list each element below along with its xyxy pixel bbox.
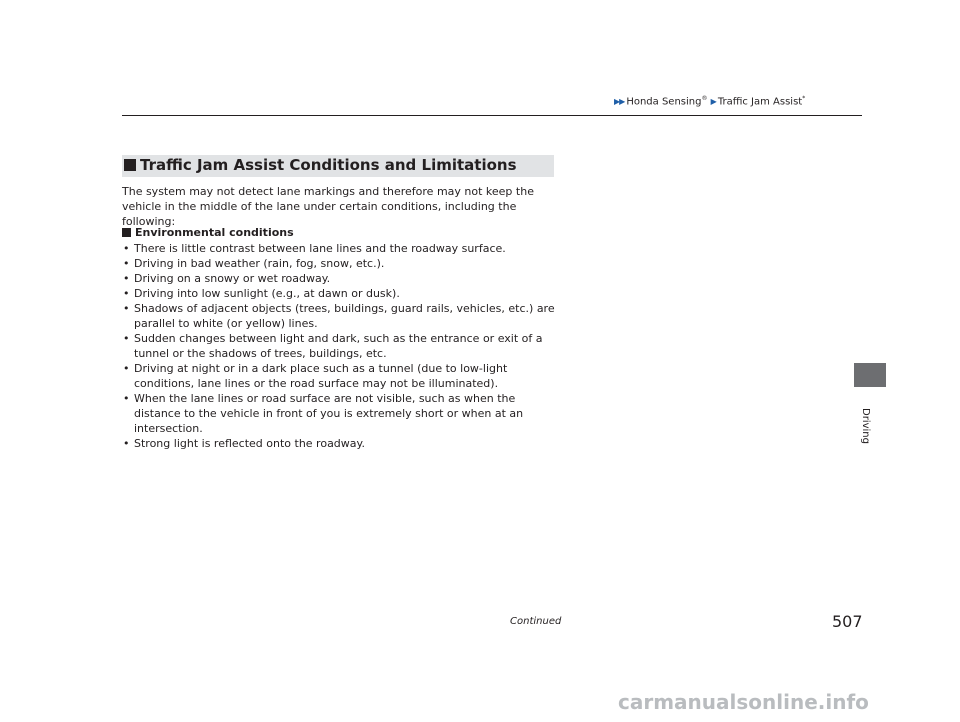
asterisk-mark: *: [802, 95, 806, 102]
list-item-text: Sudden changes between light and dark, such as the entrance or exit of a tunnel or the shadows of trees, buildings, etc.: [134, 332, 543, 360]
subheading: [122, 226, 294, 239]
list-item: [122, 301, 562, 331]
breadcrumb: [614, 95, 854, 107]
list-item: [122, 241, 562, 256]
conditions-list: [122, 241, 562, 451]
list-item-text: There is little contrast between lane lines and the roadway surface.: [134, 242, 506, 255]
section-heading-bar: [122, 155, 554, 177]
chapter-tab[interactable]: [854, 363, 886, 387]
list-item: [122, 331, 562, 361]
list-item-text: Shadows of adjacent objects (trees, buildings, guard rails, vehicles, etc.) are parallel to white (or yellow) lines.: [134, 302, 555, 330]
breadcrumb-arrow-icon: ▶: [710, 97, 716, 107]
list-item-text: Driving in bad weather (rain, fog, snow, etc.).: [134, 257, 385, 270]
page-number: 507: [832, 612, 863, 631]
bullet-icon: •: [123, 302, 130, 315]
continued-label: Continued: [510, 616, 562, 627]
bullet-icon: •: [123, 332, 130, 345]
bullet-icon: •: [123, 287, 130, 300]
list-item: [122, 271, 562, 286]
breadcrumb-honda-sensing[interactable]: Honda Sensing: [626, 96, 702, 108]
watermark: carmanualsonline.info: [618, 690, 869, 714]
header-rule: [122, 115, 862, 116]
bullet-icon: •: [123, 437, 130, 450]
registered-mark: ®: [701, 95, 708, 102]
breadcrumb-traffic-jam-assist[interactable]: Traffic Jam Assist: [717, 96, 803, 108]
list-item: [122, 256, 562, 271]
square-bullet-icon: [122, 228, 131, 237]
bullet-icon: •: [123, 392, 130, 405]
list-item-text: Driving at night or in a dark place such as a tunnel (due to low-light conditions, lane lines or the road surface may not be illuminated).: [134, 362, 508, 390]
bullet-icon: •: [123, 257, 130, 270]
list-item: [122, 436, 562, 451]
square-bullet-icon: [124, 159, 136, 171]
list-item-text: Strong light is reflected onto the roadway.: [134, 437, 365, 450]
breadcrumb-arrow-icon: ▶▶: [614, 97, 625, 107]
list-item-text: When the lane lines or road surface are not visible, such as when the distance to the vehicle in front of you is extremely short or when at an intersection.: [134, 392, 524, 435]
intro-paragraph: The system may not detect lane markings and therefore may not keep the vehicle in the middle of the lane under certain conditions, including the following:: [122, 185, 534, 228]
list-item-text: Driving into low sunlight (e.g., at dawn or dusk).: [134, 287, 400, 300]
list-item: [122, 391, 562, 436]
bullet-icon: •: [123, 362, 130, 375]
bullet-icon: •: [123, 272, 130, 285]
chapter-label: Driving: [860, 408, 871, 444]
section-title: Traffic Jam Assist Conditions and Limitations: [140, 156, 517, 174]
list-item: [122, 286, 562, 301]
list-item-text: Driving on a snowy or wet roadway.: [134, 272, 331, 285]
bullet-icon: •: [123, 242, 130, 255]
list-item: [122, 361, 562, 391]
subheading-text: Environmental conditions: [135, 226, 294, 239]
